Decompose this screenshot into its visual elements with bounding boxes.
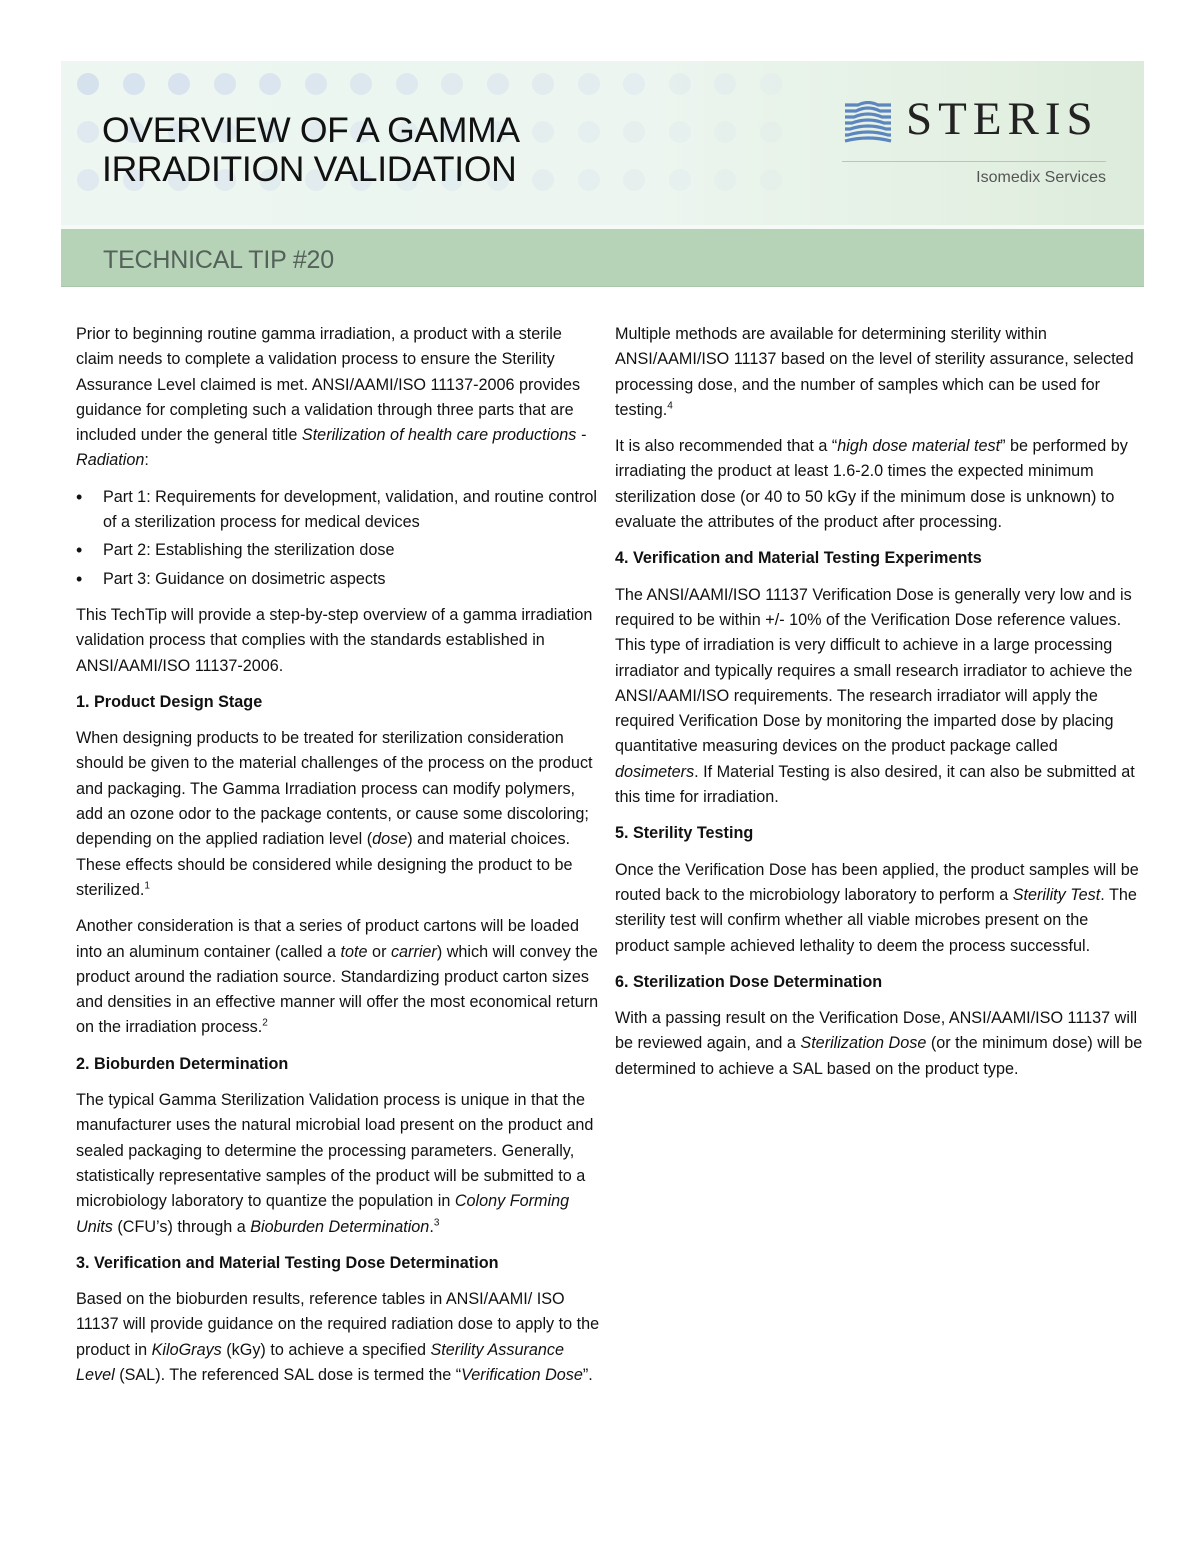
list-item: • Part 2: Establishing the sterilization dose xyxy=(76,538,601,563)
decorative-dot xyxy=(123,73,145,95)
overview-paragraph: This TechTip will provide a step-by-step overview of a gamma irradiation validation process that complies with the standards established in ANSI/AAMI/ISO 11137-2006. xyxy=(76,605,593,675)
standard-parts-list xyxy=(76,485,601,592)
text: With a passing result on the Verification Dose, ANSI/AAMI/ISO 11137 will be reviewed again, and a xyxy=(615,1009,1138,1053)
section-heading-2: 2. Bioburden Determination xyxy=(76,1054,289,1073)
decorative-dot xyxy=(669,121,691,143)
logo-subtitle: Isomedix Services xyxy=(976,169,1106,186)
paragraph xyxy=(615,1006,1145,1082)
left-column xyxy=(76,322,601,1399)
decorative-dot xyxy=(669,169,691,191)
text: Multiple methods are available for determining sterility within ANSI/AAMI/ISO 11137 based on the level of sterility assurance, selected processing dose, and the number of samples which can be used for testing. xyxy=(615,325,1134,419)
paragraph xyxy=(615,583,1145,811)
section-heading-1: 1. Product Design Stage xyxy=(76,692,263,711)
text: or xyxy=(367,942,391,961)
list-item: • Part 1: Requirements for development, validation, and routine control of a sterilization process for medical devices xyxy=(76,485,601,536)
section-heading-5: 5. Sterility Testing xyxy=(615,824,754,843)
text: Prior to beginning routine gamma irradiation, a product with a sterile claim needs to complete a validation process to ensure the Sterility Assurance Level claimed is met. ANSI/AAMI/ISO 11137-2006 provides guidance for completing such a validation through three parts that are included under the general title xyxy=(76,325,581,445)
section-heading-6: 6. Sterilization Dose Determination xyxy=(615,972,883,991)
emphasis: Sterility Assurance Level xyxy=(76,1340,564,1384)
decorative-dot xyxy=(578,73,600,95)
decorative-dot xyxy=(396,73,418,95)
paragraph xyxy=(615,434,1145,535)
text: . The sterility test will confirm whether all viable microbes present on the product sample achieved lethality to deem the process successful. xyxy=(615,885,1137,955)
decorative-dot xyxy=(532,121,554,143)
technical-tip-label: TECHNICAL TIP #20 xyxy=(103,246,334,274)
decorative-dot xyxy=(214,73,236,95)
decorative-dot xyxy=(578,121,600,143)
list-item: • Part 3: Guidance on dosimetric aspects xyxy=(76,567,601,592)
text: Once the Verification Dose has been applied, the product samples will be routed back to the microbiology laboratory to perform a xyxy=(615,860,1139,904)
decorative-dot xyxy=(77,169,99,191)
text: Another consideration is that a series of product cartons will be loaded into an aluminum container (called a xyxy=(76,917,579,961)
text: . xyxy=(429,1217,434,1236)
emphasis: Bioburden Determination xyxy=(250,1217,430,1236)
footnote-ref: 4 xyxy=(667,400,673,412)
emphasis: Sterilization of health care productions - Radiation xyxy=(76,426,587,470)
logo-divider xyxy=(842,161,1106,162)
paragraph xyxy=(76,1088,601,1240)
emphasis: Sterilization Dose xyxy=(800,1034,927,1053)
text: (kGy) to achieve a specified xyxy=(221,1340,431,1359)
emphasis: carrier xyxy=(390,942,437,961)
decorative-dot xyxy=(714,169,736,191)
text: ” be performed by irradiating the product at least 1.6-2.0 times the expected minimum sterilization dose (or 40 to 50 kGy if the minimum dose is unknown) to evaluate the attributes of the product after processing. xyxy=(615,437,1128,532)
decorative-dot xyxy=(669,73,691,95)
footnote-ref: 1 xyxy=(144,880,150,892)
paragraph xyxy=(615,322,1145,423)
emphasis: Sterility Test xyxy=(1012,885,1101,904)
right-column xyxy=(615,322,1145,1093)
text: . If Material Testing is also desired, it can also be submitted at this time for irradiation. xyxy=(615,762,1135,807)
emphasis: tote xyxy=(340,942,368,961)
text: ) which will convey the product around the radiation source. Standardizing product carton sizes and densities in an effective manner will offer the most economical return on the irradiation process. xyxy=(76,942,599,1037)
text: ) and material choices. These effects should be considered while designing the product to be sterilized. xyxy=(76,830,573,899)
decorative-dot xyxy=(532,73,554,95)
emphasis: dose xyxy=(372,830,408,849)
decorative-dot xyxy=(760,73,782,95)
text: When designing products to be treated for sterilization consideration should be given to the material challenges of the process on the product and packaging. The Gamma Irradiation process can modify polymers, add an ozone odor to the package contents, or cause some discoloring; depending on the applied radiation level ( xyxy=(76,729,593,849)
paragraph xyxy=(76,726,601,903)
emphasis: Verification Dose xyxy=(461,1365,583,1384)
decorative-dot xyxy=(259,73,281,95)
text: Based on the bioburden results, reference tables in ANSI/AAMI/ ISO 11137 will provide guidance on the required radiation dose to apply to the product in xyxy=(76,1290,600,1359)
decorative-dot xyxy=(623,169,645,191)
section-heading-3: 3. Verification and Material Testing Dose Determination xyxy=(76,1253,499,1272)
paragraph xyxy=(76,914,601,1040)
wave-lines-icon xyxy=(844,101,892,143)
technical-tip-band xyxy=(61,229,1144,287)
decorative-dot xyxy=(77,121,99,143)
logo-wordmark: STERIS xyxy=(906,93,1099,145)
decorative-dot xyxy=(441,73,463,95)
text: (CFU’s) through a xyxy=(112,1217,251,1236)
emphasis: Colony Forming Units xyxy=(76,1192,570,1236)
emphasis: dosimeters xyxy=(615,762,695,781)
decorative-dot xyxy=(578,169,600,191)
decorative-dot xyxy=(350,73,372,95)
text: : xyxy=(144,451,149,470)
decorative-dot xyxy=(487,73,509,95)
text: (or the minimum dose) will be determined to achieve a SAL based on the product type. xyxy=(615,1034,1143,1078)
document-header xyxy=(61,61,1144,225)
title-line-1: OVERVIEW OF A GAMMA xyxy=(102,110,520,150)
section-heading-4: 4. Verification and Material Testing Experiments xyxy=(615,549,982,568)
intro-paragraph xyxy=(76,322,601,474)
footnote-ref: 3 xyxy=(433,1217,440,1229)
decorative-dot xyxy=(623,121,645,143)
text: ”. xyxy=(582,1365,593,1384)
decorative-dot xyxy=(532,169,554,191)
footnote-ref: 2 xyxy=(262,1018,268,1030)
decorative-dot xyxy=(760,121,782,143)
text: It is also recommended that a “ xyxy=(615,437,838,456)
decorative-dot xyxy=(760,169,782,191)
decorative-dot xyxy=(168,73,190,95)
decorative-dot xyxy=(714,73,736,95)
paragraph xyxy=(76,1287,601,1388)
decorative-dot xyxy=(77,73,99,95)
text: (SAL). The referenced SAL dose is termed the “ xyxy=(114,1365,462,1384)
title-line-2: IRRADITION VALIDATION xyxy=(102,149,517,189)
decorative-dot xyxy=(714,121,736,143)
decorative-dot xyxy=(623,73,645,95)
decorative-dot xyxy=(305,73,327,95)
text: The typical Gamma Sterilization Validation process is unique in that the manufacturer uses the natural microbial load present on the product and sealed packaging to determine the processing parameters. Generally, statistically representative samples of the product will be submitted to a microbiology laboratory to quantize the population in xyxy=(76,1091,594,1211)
paragraph xyxy=(615,858,1145,959)
document-title xyxy=(102,111,520,189)
emphasis: KiloGrays xyxy=(151,1340,222,1359)
emphasis: high dose material test xyxy=(837,437,1001,456)
text: The ANSI/AAMI/ISO 11137 Verification Dose is generally very low and is required to be within +/- 10% of the Verification Dose reference values. This type of irradiation is very difficult to achieve in a large processing irradiator and typically requires a small research irradiator to achieve the ANSI/AAMI/ISO requirements. The research irradiator will apply the required Verification Dose by monitoring the imparted dose by placing quantitative measuring devices on the product package called xyxy=(615,585,1133,756)
